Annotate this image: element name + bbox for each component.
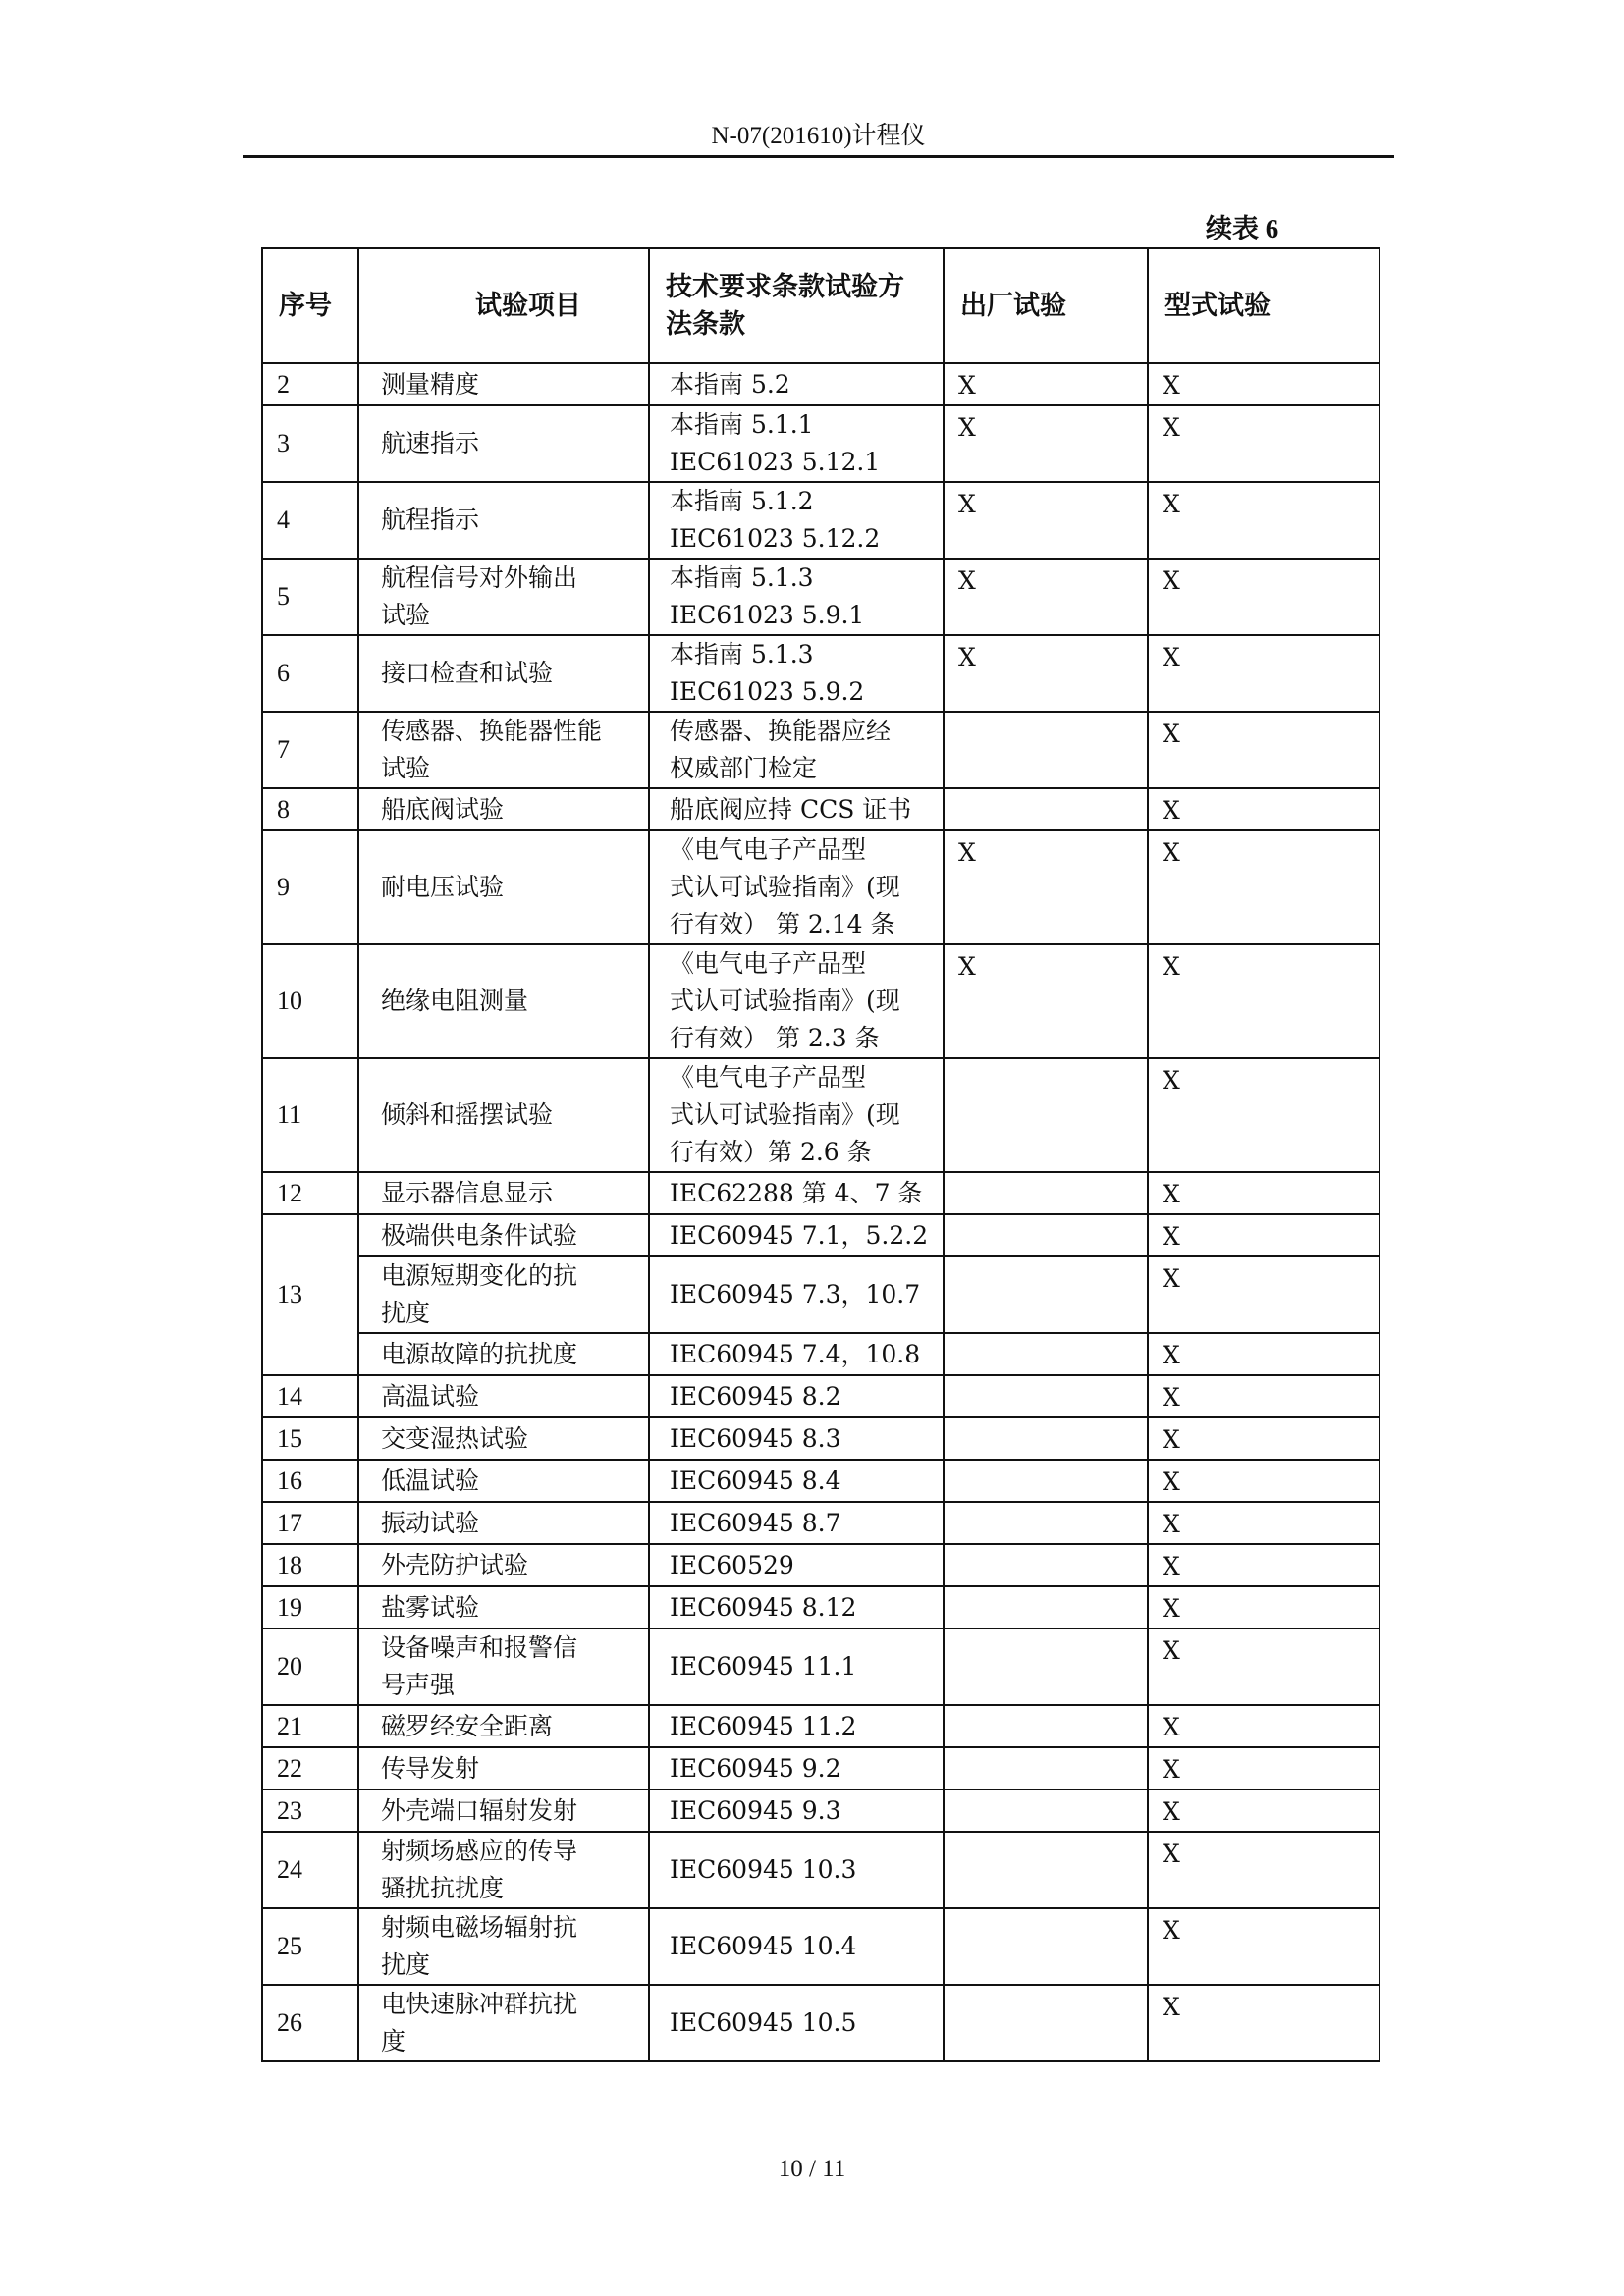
test-item-line: 显示器信息显示 <box>381 1178 554 1207</box>
cell-clause <box>649 1417 944 1460</box>
cell-factory-test: X <box>944 635 1148 712</box>
cell-serial-number: 20 <box>262 1629 358 1705</box>
cell-clause <box>649 788 944 830</box>
clause-line: 《电气电子产品型 <box>670 835 867 864</box>
cell-serial-number: 5 <box>262 559 358 635</box>
cell-type-test: X <box>1148 788 1380 830</box>
test-item-line: 射频电磁场辐射抗 <box>381 1913 578 1942</box>
header-clause-line2: 法条款 <box>666 308 745 340</box>
table-row <box>262 1544 1380 1586</box>
cell-test-item <box>358 363 649 405</box>
table-row <box>262 1214 1380 1256</box>
clause-line: 《电气电子产品型 <box>670 1063 867 1092</box>
cell-serial-number: 2 <box>262 363 358 405</box>
test-item-line: 骚扰抗扰度 <box>381 1874 505 1902</box>
cell-clause <box>649 1502 944 1544</box>
table-row <box>262 1985 1380 2061</box>
cell-type-test: X <box>1148 944 1380 1058</box>
cell-type-test: X <box>1148 1705 1380 1747</box>
table-row <box>262 1172 1380 1214</box>
header-clause-line1: 技术要求条款试验方 <box>666 271 904 302</box>
clause-line: 本指南 5.1.1 <box>670 410 814 439</box>
cell-clause <box>649 635 944 712</box>
cell-serial-number: 19 <box>262 1586 358 1629</box>
clause-line: IEC60945 10.3 <box>670 1855 857 1884</box>
clause-line: 传感器、换能器应经 <box>670 717 892 745</box>
table-row <box>262 1333 1380 1375</box>
cell-factory-test <box>944 1333 1148 1375</box>
test-item-line: 传导发射 <box>381 1753 480 1783</box>
cell-factory-test: X <box>944 405 1148 482</box>
cell-test-item <box>358 559 649 635</box>
cell-factory-test: X <box>944 363 1148 405</box>
cell-serial-number: 6 <box>262 635 358 712</box>
cell-factory-test: X <box>944 482 1148 559</box>
cell-serial-number: 10 <box>262 944 358 1058</box>
cell-clause <box>649 1747 944 1789</box>
clause-line: IEC60945 9.3 <box>670 1795 841 1825</box>
cell-factory-test <box>944 1586 1148 1629</box>
cell-test-item <box>358 1985 649 2061</box>
test-item-line: 航程指示 <box>381 506 480 534</box>
test-item-line: 射频场感应的传导 <box>381 1837 578 1865</box>
clause-line: IEC60945 10.5 <box>670 2008 857 2037</box>
test-item-line: 磁罗经安全距离 <box>381 1711 554 1740</box>
cell-factory-test <box>944 1172 1148 1214</box>
cell-serial-number: 25 <box>262 1908 358 1985</box>
cell-serial-number: 16 <box>262 1460 358 1502</box>
cell-factory-test <box>944 1747 1148 1789</box>
cell-type-test: X <box>1148 1629 1380 1705</box>
cell-test-item <box>358 712 649 788</box>
table-row <box>262 830 1380 944</box>
test-item-line: 极端供电条件试验 <box>381 1220 578 1250</box>
cell-clause <box>649 1375 944 1417</box>
cell-type-test: X <box>1148 1586 1380 1629</box>
test-item-line: 振动试验 <box>381 1508 480 1537</box>
cell-clause <box>649 1789 944 1832</box>
cell-type-test: X <box>1148 1544 1380 1586</box>
test-item-line: 低温试验 <box>381 1466 480 1495</box>
cell-type-test: X <box>1148 1256 1380 1333</box>
clause-line: 本指南 5.1.3 <box>670 640 814 668</box>
cell-test-item <box>358 1502 649 1544</box>
cell-test-item <box>358 1058 649 1172</box>
cell-test-item <box>358 1256 649 1333</box>
cell-clause <box>649 1832 944 1908</box>
clause-line: 行有效）第 2.6 条 <box>670 1138 872 1166</box>
cell-test-item <box>358 1375 649 1417</box>
table-row <box>262 1417 1380 1460</box>
clause-line: IEC61023 5.12.1 <box>670 448 881 476</box>
table-row <box>262 712 1380 788</box>
table-row <box>262 944 1380 1058</box>
table-row <box>262 1908 1380 1985</box>
clause-line: 式认可试验指南》(现 <box>670 987 900 1015</box>
cell-type-test: X <box>1148 363 1380 405</box>
table-row <box>262 559 1380 635</box>
cell-clause <box>649 1629 944 1705</box>
table-row <box>262 1832 1380 1908</box>
cell-factory-test <box>944 1705 1148 1747</box>
clause-line: IEC61023 5.9.2 <box>670 677 865 706</box>
cell-serial-number: 22 <box>262 1747 358 1789</box>
cell-factory-test <box>944 1544 1148 1586</box>
cell-test-item <box>358 788 649 830</box>
clause-line: IEC62288 第 4、7 条 <box>670 1178 923 1207</box>
test-item-line: 试验 <box>381 601 431 629</box>
cell-clause <box>649 482 944 559</box>
cell-test-item <box>358 635 649 712</box>
cell-type-test: X <box>1148 830 1380 944</box>
cell-serial-number: 3 <box>262 405 358 482</box>
table-row <box>262 1460 1380 1502</box>
cell-type-test: X <box>1148 635 1380 712</box>
cell-type-test: X <box>1148 1417 1380 1460</box>
clause-line: 《电气电子产品型 <box>670 949 867 978</box>
cell-factory-test <box>944 1256 1148 1333</box>
cell-clause <box>649 1460 944 1502</box>
clause-line: 式认可试验指南》(现 <box>670 1100 900 1129</box>
test-item-line: 扰度 <box>381 1950 431 1979</box>
cell-clause <box>649 830 944 944</box>
cell-serial-number: 26 <box>262 1985 358 2061</box>
clause-line: 式认可试验指南》(现 <box>670 873 900 901</box>
cell-test-item <box>358 944 649 1058</box>
cell-factory-test <box>944 1985 1148 2061</box>
page-header-title: N-07(201610)计程仪 <box>711 123 926 149</box>
table-row <box>262 1058 1380 1172</box>
cell-type-test: X <box>1148 1908 1380 1985</box>
test-item-line: 号声强 <box>381 1671 456 1699</box>
cell-factory-test <box>944 1832 1148 1908</box>
header-serial-number: 序号 <box>262 248 358 363</box>
page-number: 10 / 11 <box>778 2156 846 2182</box>
test-item-line: 接口检查和试验 <box>381 659 554 687</box>
test-item-line: 绝缘电阻测量 <box>381 987 529 1015</box>
cell-test-item <box>358 1705 649 1747</box>
table-row <box>262 1789 1380 1832</box>
header-clause <box>649 248 944 363</box>
cell-type-test: X <box>1148 1375 1380 1417</box>
clause-line: IEC61023 5.12.2 <box>670 524 881 553</box>
cell-factory-test <box>944 1789 1148 1832</box>
test-item-line: 扰度 <box>381 1299 431 1327</box>
cell-clause <box>649 1256 944 1333</box>
test-item-line: 测量精度 <box>381 369 480 399</box>
cell-test-item <box>358 1417 649 1460</box>
table-row <box>262 482 1380 559</box>
cell-clause <box>649 1058 944 1172</box>
cell-serial-number: 23 <box>262 1789 358 1832</box>
cell-serial-number: 14 <box>262 1375 358 1417</box>
table-header-row <box>262 248 1380 363</box>
cell-test-item <box>358 1789 649 1832</box>
cell-type-test: X <box>1148 1172 1380 1214</box>
cell-type-test: X <box>1148 1058 1380 1172</box>
cell-factory-test <box>944 1375 1148 1417</box>
cell-clause <box>649 1705 944 1747</box>
cell-serial-number: 21 <box>262 1705 358 1747</box>
cell-clause <box>649 1586 944 1629</box>
clause-line: IEC60945 7.4，10.8 <box>670 1339 921 1368</box>
clause-line: IEC60945 9.2 <box>670 1753 841 1783</box>
clause-line: IEC61023 5.9.1 <box>670 601 865 629</box>
cell-factory-test <box>944 1460 1148 1502</box>
cell-factory-test: X <box>944 830 1148 944</box>
table-row <box>262 788 1380 830</box>
cell-clause <box>649 1333 944 1375</box>
table-row <box>262 363 1380 405</box>
cell-test-item <box>358 830 649 944</box>
cell-factory-test <box>944 1908 1148 1985</box>
cell-test-item <box>358 1172 649 1214</box>
clause-line: 本指南 5.1.3 <box>670 563 814 592</box>
cell-test-item <box>358 482 649 559</box>
cell-serial-number: 9 <box>262 830 358 944</box>
cell-factory-test <box>944 1058 1148 1172</box>
cell-clause <box>649 1544 944 1586</box>
cell-serial-number: 7 <box>262 712 358 788</box>
cell-type-test: X <box>1148 559 1380 635</box>
cell-clause <box>649 1908 944 1985</box>
cell-type-test: X <box>1148 712 1380 788</box>
cell-clause <box>649 944 944 1058</box>
test-item-line: 试验 <box>381 754 431 782</box>
clause-line: IEC60945 8.12 <box>670 1592 857 1622</box>
cell-test-item <box>358 1629 649 1705</box>
test-item-line: 设备噪声和报警信 <box>381 1633 578 1662</box>
table-row <box>262 1586 1380 1629</box>
cell-test-item <box>358 1544 649 1586</box>
table-row <box>262 635 1380 712</box>
test-item-line: 外壳端口辐射发射 <box>381 1795 578 1825</box>
clause-line: IEC60945 8.2 <box>670 1381 841 1411</box>
clause-line: IEC60945 11.2 <box>670 1711 857 1740</box>
cell-test-item <box>358 1586 649 1629</box>
cell-serial-number: 15 <box>262 1417 358 1460</box>
clause-line: 本指南 5.1.2 <box>670 487 814 515</box>
test-item-line: 船底阀试验 <box>381 794 505 824</box>
clause-line: IEC60945 8.3 <box>670 1423 841 1453</box>
cell-test-item <box>358 1214 649 1256</box>
clause-line: IEC60945 8.4 <box>670 1466 841 1495</box>
cell-type-test: X <box>1148 1460 1380 1502</box>
cell-factory-test: X <box>944 559 1148 635</box>
clause-line: 权威部门检定 <box>670 754 818 782</box>
cell-type-test: X <box>1148 1747 1380 1789</box>
table-row <box>262 1747 1380 1789</box>
cell-type-test: X <box>1148 1333 1380 1375</box>
test-item-line: 高温试验 <box>381 1381 480 1411</box>
cell-factory-test <box>944 1417 1148 1460</box>
cell-type-test: X <box>1148 405 1380 482</box>
header-test-item: 试验项目 <box>358 248 649 363</box>
cell-factory-test: X <box>944 944 1148 1058</box>
cell-factory-test <box>944 1502 1148 1544</box>
clause-line: IEC60529 <box>670 1550 794 1579</box>
test-item-line: 传感器、换能器性能 <box>381 717 603 745</box>
table-row <box>262 405 1380 482</box>
cell-type-test: X <box>1148 482 1380 559</box>
cell-clause <box>649 559 944 635</box>
clause-line: 船底阀应持 CCS 证书 <box>670 794 912 824</box>
cell-factory-test <box>944 1214 1148 1256</box>
test-item-line: 耐电压试验 <box>381 873 505 901</box>
cell-type-test: X <box>1148 1789 1380 1832</box>
test-item-line: 度 <box>381 2027 406 2056</box>
cell-clause <box>649 1214 944 1256</box>
cell-serial-number: 11 <box>262 1058 358 1172</box>
clause-line: IEC60945 10.4 <box>670 1932 857 1960</box>
clause-line: 行有效） 第 2.14 条 <box>670 910 895 938</box>
cell-factory-test <box>944 712 1148 788</box>
cell-clause <box>649 405 944 482</box>
cell-test-item <box>358 405 649 482</box>
test-item-line: 电源短期变化的抗 <box>381 1261 578 1290</box>
cell-clause <box>649 363 944 405</box>
cell-factory-test <box>944 1629 1148 1705</box>
table-row <box>262 1375 1380 1417</box>
header-rule <box>243 155 1394 158</box>
table-row <box>262 1705 1380 1747</box>
test-item-line: 航速指示 <box>381 429 480 457</box>
test-requirements-table <box>261 247 1380 2062</box>
cell-type-test: X <box>1148 1502 1380 1544</box>
cell-test-item <box>358 1908 649 1985</box>
clause-line: 本指南 5.2 <box>670 369 790 399</box>
clause-line: IEC60945 8.7 <box>670 1508 841 1537</box>
test-item-line: 盐雾试验 <box>381 1592 480 1622</box>
header-type-test: 型式试验 <box>1148 248 1380 363</box>
cell-test-item <box>358 1747 649 1789</box>
test-item-line: 航程信号对外输出 <box>381 563 578 592</box>
cell-test-item <box>358 1333 649 1375</box>
test-item-line: 倾斜和摇摆试验 <box>381 1100 554 1129</box>
cell-clause <box>649 712 944 788</box>
cell-type-test: X <box>1148 1832 1380 1908</box>
cell-test-item <box>358 1460 649 1502</box>
cell-serial-number: 18 <box>262 1544 358 1586</box>
clause-line: IEC60945 7.3，10.7 <box>670 1280 921 1308</box>
cell-type-test: X <box>1148 1985 1380 2061</box>
cell-serial-number: 13 <box>262 1214 358 1375</box>
test-item-line: 交变湿热试验 <box>381 1423 529 1453</box>
test-item-line: 外壳防护试验 <box>381 1550 529 1579</box>
cell-clause <box>649 1985 944 2061</box>
clause-line: IEC60945 11.1 <box>670 1652 857 1681</box>
table-row <box>262 1256 1380 1333</box>
cell-clause <box>649 1172 944 1214</box>
table-row <box>262 1502 1380 1544</box>
header-factory-test: 出厂试验 <box>944 248 1148 363</box>
test-item-line: 电快速脉冲群抗扰 <box>381 1990 578 2018</box>
table-body <box>262 363 1380 2061</box>
cell-serial-number: 24 <box>262 1832 358 1908</box>
continued-table-label: 续表 6 <box>1206 214 1279 243</box>
table-row <box>262 1629 1380 1705</box>
cell-factory-test <box>944 788 1148 830</box>
cell-serial-number: 12 <box>262 1172 358 1214</box>
cell-serial-number: 17 <box>262 1502 358 1544</box>
cell-serial-number: 8 <box>262 788 358 830</box>
clause-line: 行有效） 第 2.3 条 <box>670 1024 880 1052</box>
cell-type-test: X <box>1148 1214 1380 1256</box>
clause-line: IEC60945 7.1，5.2.2 <box>670 1220 929 1250</box>
test-item-line: 电源故障的抗扰度 <box>381 1339 578 1368</box>
cell-serial-number: 4 <box>262 482 358 559</box>
cell-test-item <box>358 1832 649 1908</box>
